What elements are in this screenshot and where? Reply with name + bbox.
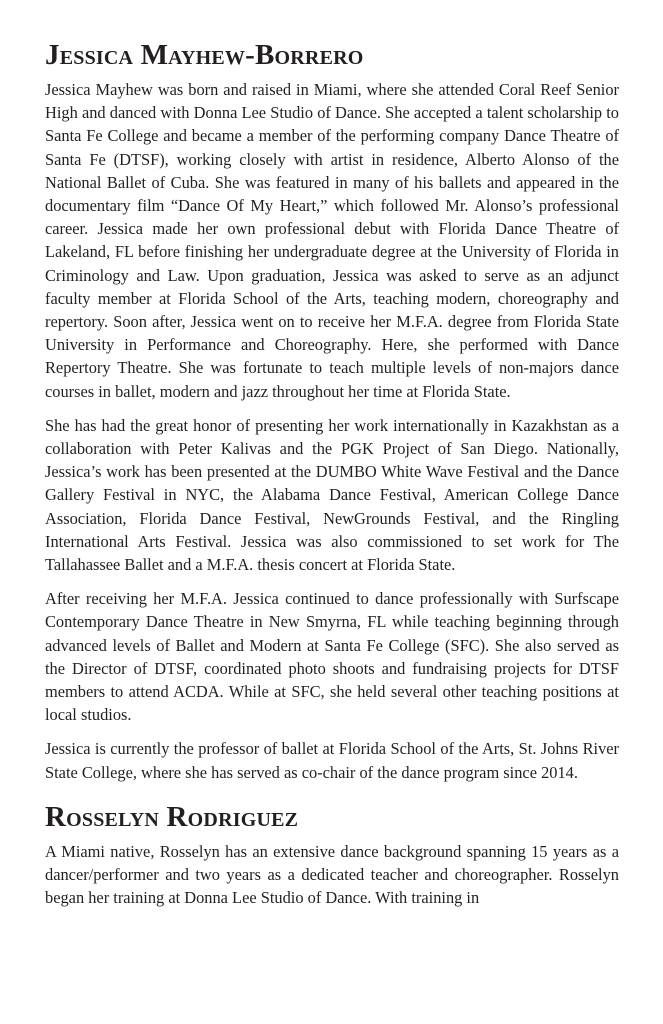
bio-paragraph: After receiving her M.F.A. Jessica continued to dance professionally with Surfscape Contemporary Dance Theatre in New Smyrna, FL while teaching beginning through advanced levels of Ballet and Modern at Santa Fe College (SFC). She also served as the Director of DTSF, coordinated photo shoots and fundraising projects for DTSF members to attend ACDA. While at SFC, she held several other teaching positions at local studios. bbox=[45, 589, 619, 725]
bio-section-rosselyn bbox=[45, 800, 619, 910]
bio-section-jessica bbox=[45, 38, 619, 784]
bio-paragraph: A Miami native, Rosselyn has an extensive dance background spanning 15 years as a dancer/performer and two years as a dedicated teacher and choreographer. Rosselyn began her training at Donna Lee Studio of Dance. With training in bbox=[45, 841, 619, 908]
bio-paragraph: She has had the great honor of presenting her work internationally in Kazakhstan as a collaboration with Peter Kalivas and the PGK Project of San Diego. Nationally, Jessica’s work has been presented at the DUMBO White Wave Festival and the Dance Gallery Festival in NYC, the Alabama Dance Festival, American College Dance Association, Florida Dance Festival, NewGrounds Festival, and the Ringling International Arts Festival. Jessica was also commissioned to set work for The Tallahassee Ballet and a M.F.A. thesis concert at Florida State. bbox=[45, 415, 619, 575]
bio-paragraph: Jessica is currently the professor of ballet at Florida School of the Arts, St. Johns River State College, where she has served as co-chair of the dance program since 2014. bbox=[45, 739, 619, 782]
bio-paragraph: Jessica Mayhew was born and raised in Miami, where she attended Coral Reef Senior High and danced with Donna Lee Studio of Dance. She accepted a talent scholarship to Santa Fe College and became a member of the performing company Dance Theatre of Santa Fe (DTSF), working closely with artist in residence, Alberto Alonso of the National Ballet of Cuba. She was featured in many of his ballets and appeared in the documentary film “Dance Of My Heart,” which followed Mr. Alonso’s professional career. Jessica made her own professional debut with Florida Dance Theatre of Lakeland, FL before finishing her undergraduate degree at the University of Florida in Criminology and Law. Upon graduation, Jessica was asked to serve as an adjunct faculty member at Florida School of the Arts, teaching modern, choreography and repertory. Soon after, Jessica went on to receive her M.F.A. degree from Florida State University in Performance and Choreography. Here, she performed with Dance Repertory Theatre. She was fortunate to teach multiple levels of non-majors dance courses in ballet, modern and jazz throughout her time at Florida State. bbox=[45, 80, 619, 401]
document-page bbox=[45, 38, 619, 921]
bio-heading: Jessica Mayhew-Borrero bbox=[45, 39, 364, 71]
bio-heading: Rosselyn Rodriguez bbox=[45, 800, 299, 833]
